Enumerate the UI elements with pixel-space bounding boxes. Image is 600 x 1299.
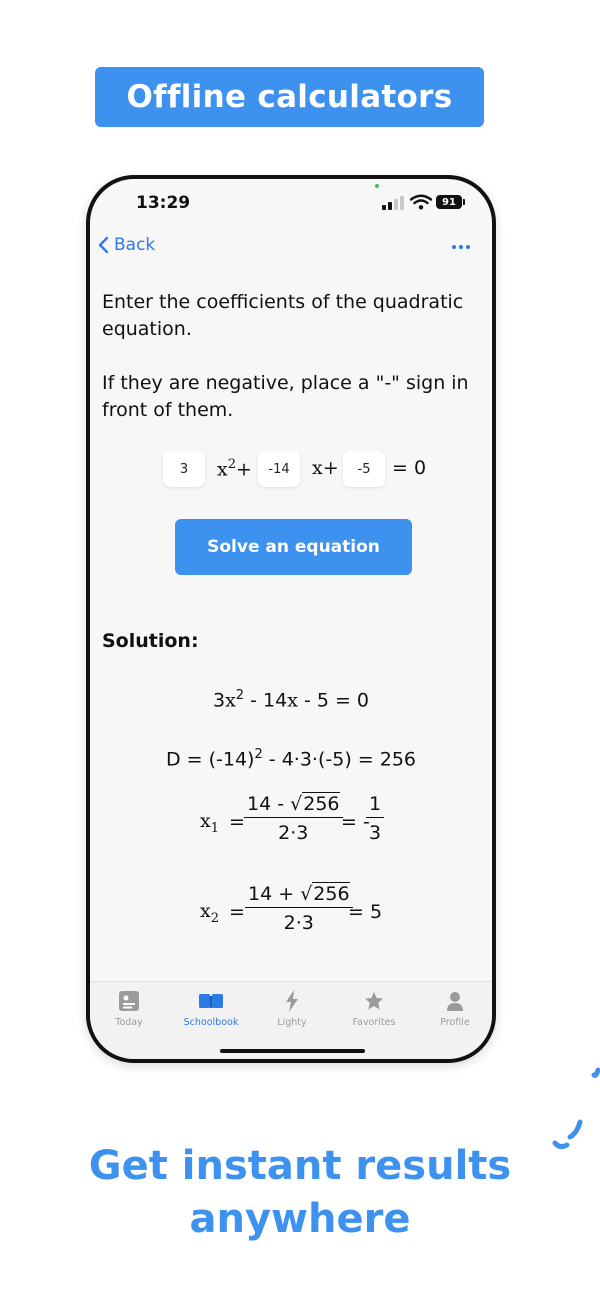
solve-equation-button[interactable]: Solve an equation: [175, 519, 412, 575]
back-button[interactable]: [98, 235, 155, 255]
negative-sign-hint: If they are negative, place a "-" sign in front of them.: [102, 372, 469, 421]
home-indicator: [220, 1049, 365, 1053]
x-term: x+: [312, 457, 339, 479]
equation-restated: $3x^2 - 14x - 5 = 0$: [212, 688, 370, 712]
root-x2-line: [90, 883, 492, 943]
x1-equals-minus: = -: [341, 811, 370, 833]
tab-favorites[interactable]: [339, 990, 409, 1028]
tab-schoolbook[interactable]: [176, 990, 246, 1028]
cellular-signal-icon: [382, 196, 408, 210]
tab-bar: [90, 981, 492, 1059]
chevron-left-icon: [98, 236, 109, 254]
navigation-bar: [90, 227, 492, 271]
x1-fraction: $\frac{14 - √256}{2\cdot 3}$: [244, 793, 343, 844]
tab-lighty[interactable]: [257, 990, 327, 1028]
camera-indicator-icon: [375, 184, 379, 188]
tab-favorites-label: Favorites: [352, 1017, 396, 1028]
tab-lighty-label: Lighty: [277, 1017, 307, 1028]
discriminant-line: $D = (-14)^2 - 4\cdot 3\cdot(-5) = 256$: [165, 747, 416, 771]
book-icon: [199, 993, 223, 1009]
x2-result: = 5: [348, 901, 383, 923]
tab-today[interactable]: [94, 990, 164, 1028]
tab-today-label: Today: [115, 1017, 143, 1028]
x1-result-fraction: $\frac{1}{3}$: [366, 793, 384, 844]
offline-calculators-banner: Offline calculators: [95, 67, 484, 127]
more-options-icon[interactable]: [452, 245, 470, 249]
coefficient-a-input[interactable]: 3: [163, 451, 205, 487]
tab-profile[interactable]: [420, 990, 490, 1028]
headline-line-1: Get instant results: [88, 1143, 512, 1189]
back-label: Back: [114, 235, 156, 255]
status-time: 13:29: [136, 193, 191, 213]
x1-equals: =: [229, 811, 245, 833]
phone-frame: [86, 175, 496, 1063]
wifi-icon: [410, 194, 432, 210]
equals-zero: = 0: [392, 457, 427, 479]
star-icon: [364, 991, 384, 1011]
headline: [0, 1140, 600, 1246]
coefficient-b-input[interactable]: -14: [258, 451, 300, 487]
today-icon: [119, 991, 139, 1011]
headline-line-2: anywhere: [189, 1196, 411, 1242]
tab-profile-label: Profile: [440, 1017, 470, 1028]
x2-fraction: $\frac{14 + √256}{2\cdot 3}$: [245, 883, 353, 934]
battery-icon: 91: [436, 195, 462, 209]
root-x1-line: [90, 793, 492, 853]
solution-heading: Solution:: [102, 630, 199, 652]
person-icon: [446, 991, 464, 1011]
coefficient-c-input[interactable]: -5: [343, 451, 385, 487]
x2-label: $x_2$: [200, 900, 219, 926]
equation-input-row: [90, 451, 492, 487]
instruction-text: Enter the coefficients of the quadratic equation.: [102, 291, 464, 340]
calculator-content: [90, 271, 492, 983]
x-squared-term: $x^2+$: [217, 457, 252, 481]
lightning-icon: [285, 990, 299, 1012]
x1-label: $x_1$: [200, 810, 219, 836]
x2-equals: =: [229, 901, 245, 923]
status-bar: [90, 179, 492, 227]
tab-schoolbook-label: Schoolbook: [183, 1017, 239, 1028]
